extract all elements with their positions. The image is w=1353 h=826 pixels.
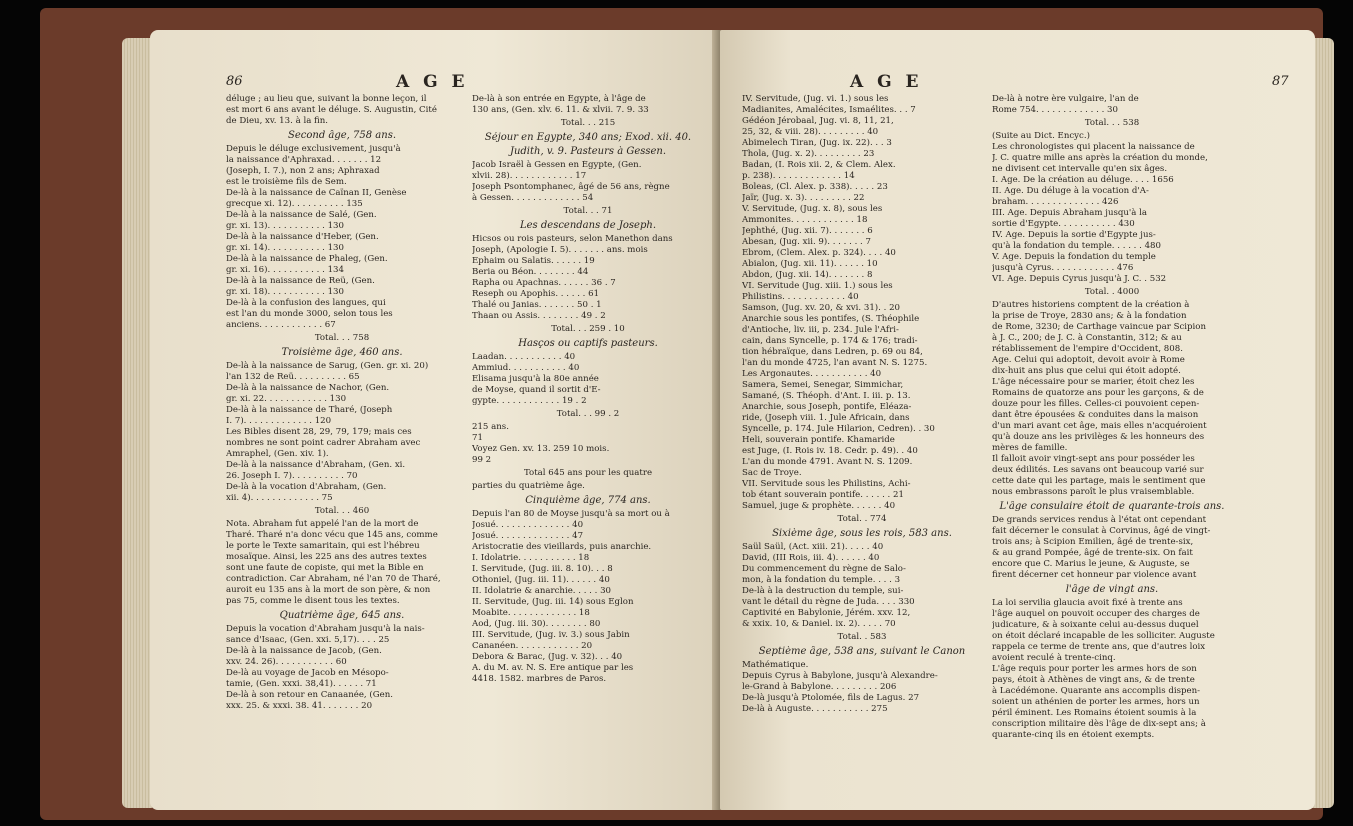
text-line: Nota. Abraham fut appelé l'an de la mort de <box>226 519 419 529</box>
text-line: dix-huit ans plus que celui qui étoit adopté. <box>992 366 1181 376</box>
text-line: Septième âge, 538 ans, suivant le Canon <box>758 646 966 657</box>
text-line: De-là à la confusion des langues, qui <box>226 298 386 308</box>
text-line: anciens. . . . . . . . . . . . 67 <box>226 320 336 330</box>
text-line: fait décerner le consulat à Corvinus, âgé de vingt- <box>992 526 1211 536</box>
text-line: l'âge auquel on pouvoit occuper des charges de <box>992 609 1200 619</box>
open-book <box>40 8 1323 820</box>
text-line: braham. . . . . . . . . . . . . . 426 <box>992 197 1119 207</box>
text-line: gr. xi. 13). . . . . . . . . . . 130 <box>226 221 344 231</box>
text-line: Abialon, (Jug. xii. 11). . . . . . 10 <box>742 259 878 269</box>
text-line: Josué. . . . . . . . . . . . . . 47 <box>472 531 584 541</box>
text-line: sance d'Isaac, (Gen. xxi. 5,17). . . . 25 <box>226 635 390 645</box>
text-line: Othoniel, (Jug. iii. 11). . . . . . 40 <box>472 575 610 585</box>
text-line: 130 ans, (Gen. xlv. 6. 11. & xlvii. 7. 9. 33 <box>472 105 649 115</box>
text-line: ne divisent cet intervalle qu'en six âges. <box>992 164 1168 174</box>
text-line: Les Bibles disent 28, 29, 79, 179; mais ces <box>226 427 412 437</box>
text-line: Hicsos ou rois pasteurs, selon Manethon dans <box>472 234 673 244</box>
text-line: Ammonites. . . . . . . . . . . . 18 <box>742 215 868 225</box>
text-line: quarante-cinq ils en étoient exempts. <box>992 730 1155 740</box>
text-line: la naissance d'Aphraxad. . . . . . . 12 <box>226 155 382 165</box>
left-column-1 <box>226 94 458 712</box>
text-line: auroit eu 135 ans à la mort de son père, & non <box>226 585 431 595</box>
text-line: Rapha ou Apachnas. . . . . . 36 . 7 <box>472 278 616 288</box>
text-line: & au grand Pompée, âgé de trente-six. On fait <box>992 548 1193 558</box>
text-line: Philistins. . . . . . . . . . . . 40 <box>742 292 859 302</box>
text-line: gr. xi. 16). . . . . . . . . . . 134 <box>226 265 344 275</box>
right-page-header: A G E <box>850 72 923 92</box>
text-line: De-là à notre ère vulgaire, l'an de <box>992 94 1139 104</box>
text-line: J. C. quatre mille ans après la création du monde, <box>992 153 1208 163</box>
text-line: Aod, (Jug. iii. 30). . . . . . . . 80 <box>472 619 601 629</box>
text-line: Elisama jusqu'à la 80e année <box>472 374 599 384</box>
text-line: Total. . 4000 <box>1084 287 1140 297</box>
text-line: Rome 754. . . . . . . . . . . . . 30 <box>992 105 1118 115</box>
text-line: de Moyse, quand il sortit d'E- <box>472 385 601 395</box>
text-line: pays, étoit à Athènes de vingt ans, & de trente <box>992 675 1195 685</box>
text-line: le-Grand à Babylone. . . . . . . . . 206 <box>742 682 897 692</box>
text-line: Saül Saül, (Act. xiii. 21). . . . . 40 <box>742 542 884 552</box>
text-line: Age. Celui qui adoptoit, devoit avoir à Rome <box>992 355 1185 365</box>
text-line: mères de famille. <box>992 443 1068 453</box>
text-line: Samané, (S. Théoph. d'Ant. I. iii. p. 13. <box>742 391 911 401</box>
text-line: Aristocratie des vieillards, puis anarchie. <box>472 542 652 552</box>
text-line: deux édilités. Les savans ont beaucoup varié sur <box>992 465 1204 475</box>
text-line: III. Servitude, (Jug. iv. 3.) sous Jabin <box>472 630 630 640</box>
text-line: Il falloit avoir vingt-sept ans pour posséder les <box>992 454 1195 464</box>
text-line: Jacob Israël à Gessen en Égypte, (Gen. <box>472 160 642 170</box>
text-line: xii. 4). . . . . . . . . . . . . 75 <box>226 493 333 503</box>
text-line: Total 645 ans pour les quatre <box>523 468 653 478</box>
right-page-number: 87 <box>1272 74 1289 89</box>
text-line: De-là à la destruction du temple, sui- <box>742 586 904 596</box>
text-line: Total. . . 99 . 2 <box>556 409 620 419</box>
text-line: Syncelle, p. 174. Jule Hilarion, Cedren). . 30 <box>742 424 935 434</box>
text-line: 99 2 <box>472 455 492 465</box>
text-line: 215 ans. <box>472 422 509 432</box>
text-line: p. 238). . . . . . . . . . . . . 14 <box>742 171 855 181</box>
text-line: Ephaim ou Salatis. . . . . . 19 <box>472 256 595 266</box>
text-line: Total. . . 538 <box>1084 118 1140 128</box>
text-line: 26. Joseph I. 7). . . . . . . . . . 70 <box>226 471 358 481</box>
text-line: mosaïque. Ainsi, les 225 ans des autres textes <box>226 552 427 562</box>
text-line: D'autres historiens comptent de la création à <box>992 300 1190 310</box>
left-page-header: A G E <box>396 72 469 92</box>
text-line: Anarchie, sous Joseph, pontife, Eléaza- <box>742 402 912 412</box>
text-line: l'âge de vingt ans. <box>1065 584 1159 595</box>
text-line: xxv. 24. 26). . . . . . . . . . . 60 <box>226 657 347 667</box>
left-page-number: 86 <box>226 74 243 89</box>
text-line: dant être épousées & conduites dans la maison <box>992 410 1199 420</box>
text-line: De-là à la naissance de Caïnan II, Genèse <box>226 188 407 198</box>
text-line: parties du quatrième âge. <box>472 481 585 491</box>
text-line: V. Age. Depuis la fondation du temple <box>992 252 1156 262</box>
text-line: Romains de quatorze ans pour les garçons, & de <box>992 388 1204 398</box>
text-line: De-là à la naissance de Reü, (Gen. <box>226 276 375 286</box>
text-line: firent décerner cet honneur par violence avant <box>992 570 1197 580</box>
text-line: Heli, souverain pontife. Khamaride <box>742 435 895 445</box>
text-line: Debora & Barac, (Jug. v. 32). . . 40 <box>472 652 623 662</box>
text-line: & xxix. 10, & Daniel. ix. 2). . . . . 70 <box>742 619 896 629</box>
text-line: péril éminent. Les Romains étoient soumis à la <box>992 708 1197 718</box>
text-line: Les descendans de Joseph. <box>520 220 656 231</box>
text-line: De grands services rendus à l'état ont cependant <box>992 515 1207 525</box>
text-line: pas 75, comme le disent tous les textes. <box>226 596 400 606</box>
text-line: (Joseph, I. 7.), non 2 ans; Aphraxad <box>226 166 380 176</box>
text-line: gr. xi. 18). . . . . . . . . . . 130 <box>226 287 344 297</box>
text-line: Depuis la vocation d'Abraham jusqu'à la nais- <box>226 624 425 634</box>
text-line: qu'à la fondation du temple. . . . . . 480 <box>992 241 1161 251</box>
text-line: d'un mari avant cet âge, mais elles n'acquéroient <box>992 421 1207 431</box>
right-column-1 <box>742 94 982 715</box>
text-line: judicature, & à soixante celui au-dessus duquel <box>992 620 1199 630</box>
text-line: Joseph, (Apologie I. 5). . . . . . . ans. mois <box>472 245 648 255</box>
text-line: Second âge, 758 ans. <box>287 130 397 141</box>
text-line: Total. . . 259 . 10 <box>551 324 625 334</box>
text-line: Total. . . 460 <box>314 506 370 516</box>
text-line: rappela ce terme de trente ans, que d'autres loix <box>992 642 1206 652</box>
text-line: jusqu'à Cyrus. . . . . . . . . . . . 476 <box>992 263 1134 273</box>
text-line: sont une faute de copiste, qui met la Bible en <box>226 563 424 573</box>
text-line: 71 <box>472 433 483 443</box>
text-line: Depuis le déluge exclusivement, jusqu'à <box>226 144 401 154</box>
text-line: II. Servitude, (Jug. iii. 14) sous Eglon <box>472 597 634 607</box>
text-line: gr. xi. 22. . . . . . . . . . . . 130 <box>226 394 347 404</box>
text-line: est l'an du monde 3000, selon tous les <box>226 309 393 319</box>
text-line: (Suite au Dict. Encyc.) <box>992 131 1090 141</box>
text-line: De-là à la vocation d'Abraham, (Gen. <box>226 482 387 492</box>
text-line: Beria ou Béon. . . . . . . . 44 <box>472 267 589 277</box>
text-line: I. 7). . . . . . . . . . . . . 120 <box>226 416 332 426</box>
text-line: De-là à son entrée en Égypte, à l'âge de <box>472 94 646 104</box>
text-line: I. Age. De la création au déluge. . . . 1656 <box>992 175 1174 185</box>
text-line: Ebrom, (Clem. Alex. p. 324). . . . 40 <box>742 248 896 258</box>
text-line: Voyez Gen. xv. 13. 259 10 mois. <box>472 444 610 454</box>
text-line: le porte le Texte samaritain, qui est l'hébreu <box>226 541 420 551</box>
text-line: xxx. 25. & xxxi. 38. 41. . . . . . . 20 <box>226 701 373 711</box>
text-line: Abdon, (Jug. xii. 14). . . . . . . 8 <box>742 270 873 280</box>
text-line: encore que C. Marius le jeune, & Auguste, se <box>992 559 1190 569</box>
text-line: Total. . . 215 <box>560 118 616 128</box>
text-line: Mathématique. <box>742 660 809 670</box>
text-line: Depuis Cyrus à Babylone, jusqu'à Alexandre- <box>742 671 938 681</box>
text-line: est mort 6 ans avant le déluge. S. Augustin, Cité <box>226 105 437 115</box>
text-line: mon, à la fondation du temple. . . . 3 <box>742 575 901 585</box>
text-line: Total. . . 758 <box>314 333 370 343</box>
text-line: conscription militaire dès l'âge de dix-sept ans; à <box>992 719 1206 729</box>
text-line: IV. Age. Depuis la sortie d'Égypte jus- <box>992 230 1156 240</box>
text-line: III. Age. Depuis Abraham jusqu'à la <box>992 208 1148 218</box>
text-line: à Lacédémone. Quarante ans accomplis dispen- <box>992 686 1201 696</box>
text-line: avoient reculé à trente-cinq. <box>992 653 1116 663</box>
text-line: Thaan ou Assis. . . . . . . . 49 . 2 <box>472 311 606 321</box>
text-line: tob étant souverain pontife. . . . . . 21 <box>742 490 904 500</box>
text-line: Cananéen. . . . . . . . . . . . 20 <box>472 641 593 651</box>
text-line: Depuis l'an 80 de Moyse jusqu'à sa mort ou à <box>472 509 670 519</box>
text-line: De-là jusqu'à Ptolomée, fils de Lagus. 27 <box>742 693 920 703</box>
text-line: Jephthé, (Jug. xii. 7). . . . . . . 6 <box>742 226 873 236</box>
text-line: De-là à son retour en Canaanée, (Gen. <box>226 690 393 700</box>
text-line: De-là à la naissance de Phaleg, (Gen. <box>226 254 388 264</box>
text-line: Sac de Troye. <box>742 468 802 478</box>
text-line: Hasços ou captifs pasteurs. <box>518 338 658 349</box>
text-line: De-là à la naissance de Jacob, (Gen. <box>226 646 382 656</box>
text-line: II. Idolatrie & anarchie. . . . . 30 <box>472 586 612 596</box>
text-line: De-là à Auguste. . . . . . . . . . . 275 <box>742 704 888 714</box>
text-line: Samera, Semei, Senegar, Simmichar, <box>742 380 904 390</box>
text-line: L'âge requis pour porter les armes hors de son <box>992 664 1197 674</box>
text-line: I. Servitude, (Jug. iii. 8. 10). . . 8 <box>472 564 613 574</box>
text-line: Thalé ou Janias. . . . . . . 50 . 1 <box>472 300 602 310</box>
text-line: nombres ne sont point cadrer Abraham avec <box>226 438 421 448</box>
text-line: Amraphel, (Gen. xiv. 1). <box>226 449 329 459</box>
text-line: Judith, v. 9. Pasteurs à Gessen. <box>509 146 667 157</box>
text-line: Moabite. . . . . . . . . . . . . 18 <box>472 608 590 618</box>
text-line: à J. C., 200; de J. C. à Constantin, 312; & au <box>992 333 1182 343</box>
text-line: De-là à la naissance d'Abraham, (Gen. xi. <box>226 460 406 470</box>
text-line: cette date qui les partage, mais le sentiment que <box>992 476 1206 486</box>
text-line: II. Age. Du déluge à la vocation d'A- <box>992 186 1149 196</box>
text-line: I. Idolatrie. . . . . . . . . . . 18 <box>472 553 590 563</box>
right-page <box>720 30 1315 810</box>
text-line: Total. . . 71 <box>563 206 613 216</box>
text-line: Tharé. Tharé n'a donc vécu que 145 ans, comme <box>226 530 438 540</box>
text-line: d'Antioche, liv. iii, p. 234. Jule l'Afri- <box>742 325 899 335</box>
text-line: déluge ; au lieu que, suivant la bonne leçon, il <box>226 94 427 104</box>
text-line: De-là à la naissance de Nachor, (Gen. <box>226 383 390 393</box>
text-line: l'an 132 de Reü. . . . . . . . . . 65 <box>226 372 360 382</box>
text-line: Thola, (Jug. x. 2). . . . . . . . . 23 <box>742 149 875 159</box>
text-line: VII. Servitude sous les Philistins, Achi- <box>742 479 911 489</box>
text-line: gypte. . . . . . . . . . . . 19 . 2 <box>472 396 587 406</box>
text-line: cain, dans Syncelle, p. 174 & 176; tradi- <box>742 336 918 346</box>
text-line: soient un athénien de porter les armes, hors un <box>992 697 1200 707</box>
text-line: Josué. . . . . . . . . . . . . . 40 <box>472 520 584 530</box>
text-line: De-là à la naissance de Salé, (Gen. <box>226 210 377 220</box>
page-edges-left <box>122 38 152 808</box>
text-line: Laadan. . . . . . . . . . . 40 <box>472 352 576 362</box>
text-line: L'âge nécessaire pour se marier, étoit chez les <box>992 377 1195 387</box>
text-line: Du commencement du règne de Salo- <box>742 564 906 574</box>
text-line: Gédéon Jérobaal, Jug. vi. 8, 11, 21, <box>742 116 894 126</box>
text-line: est Juge, (I. Rois iv. 18. Cedr. p. 49). . 40 <box>742 446 918 456</box>
text-line: gr. xi. 14). . . . . . . . . . . 130 <box>226 243 344 253</box>
text-line: De-là à la naissance de Tharé, (Joseph <box>226 405 393 415</box>
text-line: De-là à la naissance d'Heber, (Gen. <box>226 232 379 242</box>
text-line: Total. . 583 <box>837 632 887 642</box>
text-line: on étoit déclaré incapable de les solliciter. Auguste <box>992 631 1215 641</box>
text-line: sortie d'Égypte. . . . . . . . . . . 430 <box>992 219 1135 229</box>
text-line: Jaïr, (Jug. x. 3). . . . . . . . . 22 <box>742 193 865 203</box>
text-line: Samuel, juge & prophète. . . . . . 40 <box>742 501 896 511</box>
right-column-2 <box>992 94 1232 741</box>
text-line: tamie, (Gen. xxxi. 38,41). . . . . . 71 <box>226 679 377 689</box>
text-line: IV. Servitude, (Jug. vi. 1.) sous les <box>742 94 889 104</box>
text-line: nous embrassons paroît le plus vraisemblable. <box>992 487 1195 497</box>
text-line: De-là au voyage de Jacob en Mésopo- <box>226 668 389 678</box>
text-line: qu'à douze ans les privilèges & les honneurs des <box>992 432 1205 442</box>
text-line: Badan, (I. Rois xii. 2, & Clem. Alex. <box>742 160 896 170</box>
text-line: Cinquième âge, 774 ans. <box>525 495 651 506</box>
text-line: VI. Age. Depuis Cyrus jusqu'à J. C. . 532 <box>992 274 1167 284</box>
text-line: de Rome, 3230; de Carthage vaincue par Scipion <box>992 322 1207 332</box>
text-line: Boleas, (Cl. Alex. p. 338). . . . . 23 <box>742 182 888 192</box>
text-line: l'an du monde 4725, l'an avant N. S. 1275. <box>742 358 928 368</box>
text-line: Quatrième âge, 645 ans. <box>279 610 405 621</box>
text-line: Ammiud. . . . . . . . . . . 40 <box>472 363 580 373</box>
text-line: Abimelech Tiran, (Jug. ix. 22). . . 3 <box>742 138 892 148</box>
text-line: L'âge consulaire étoit de quarante-trois ans. <box>999 501 1225 512</box>
text-line: à Gessen. . . . . . . . . . . . . 54 <box>472 193 594 203</box>
text-line: Samson, (Jug. xv. 20, & xvi. 31). . 20 <box>742 303 901 313</box>
text-line: A. du M. av. N. S. Ere antique par les <box>472 663 634 673</box>
left-page <box>150 30 718 810</box>
text-line: la prise de Troye, 2830 ans; & à la fondation <box>992 311 1187 321</box>
text-line: Les Argonautes. . . . . . . . . . . 40 <box>742 369 882 379</box>
text-line: Abesan, (Jug. xii. 9). . . . . . . 7 <box>742 237 871 247</box>
text-line: grecque xi. 12). . . . . . . . . . 135 <box>226 199 363 209</box>
text-line: La loi servilia glaucia avoit fixé à trente ans <box>992 598 1183 608</box>
text-line: Reseph ou Apophis. . . . . . 61 <box>472 289 600 299</box>
text-line: Les chronologistes qui placent la naissance de <box>992 142 1195 152</box>
text-line: Sixième âge, sous les rois, 583 ans. <box>772 528 952 539</box>
text-line: tion hébraïque, dans Ledren, p. 69 ou 84, <box>742 347 923 357</box>
text-line: est le troisième fils de Sem. <box>226 177 347 187</box>
text-line: Madianites, Amalécites, Ismaélites. . . 7 <box>742 105 916 115</box>
text-line: Total. . 774 <box>837 514 887 524</box>
text-line: David, (III Rois, iii. 4). . . . . . 40 <box>742 553 880 563</box>
text-line: Anarchie sous les pontifes, (S. Théophile <box>742 314 920 324</box>
text-line: Captivité en Babylonie, Jérém. xxv. 12, <box>742 608 911 618</box>
text-line: contradiction. Car Abraham, né l'an 70 de Tharé, <box>226 574 441 584</box>
text-line: trois ans; à Scipion Emilien, âgé de trente-six, <box>992 537 1194 547</box>
text-line: VI. Servitude (Jug. xiii. 1.) sous les <box>742 281 893 291</box>
text-line: De-là à la naissance de Sarug, (Gen. gr. xi. 20) <box>226 361 429 371</box>
text-line: Joseph Psontomphanec, âgé de 56 ans, règne <box>472 182 670 192</box>
text-line: V. Servitude, (Jug. x. 8), sous les <box>742 204 883 214</box>
text-line: de Dieu, xv. 13. à la fin. <box>226 116 329 126</box>
text-line: 4418. 1582. marbres de Paros. <box>472 674 607 684</box>
text-line: xlvii. 28). . . . . . . . . . . . 17 <box>472 171 587 181</box>
left-column-2 <box>472 94 704 685</box>
text-line: L'an du monde 4791. Avant N. S. 1209. <box>742 457 913 467</box>
text-line: ride, (Joseph viii. 1. Jule Africain, dans <box>742 413 910 423</box>
text-line: 25, 32, & viii. 28). . . . . . . . . 40 <box>742 127 879 137</box>
text-line: vant le détail du règne de Juda. . . . 330 <box>742 597 915 607</box>
text-line: rétablissement de l'empire d'Occident, 808. <box>992 344 1183 354</box>
text-line: Séjour en Égypte, 340 ans; Exod. xii. 40. <box>484 132 692 143</box>
text-line: douze pour les filles. Celles-ci pouvoient cepen- <box>992 399 1200 409</box>
text-line: Troisième âge, 460 ans. <box>281 347 403 358</box>
